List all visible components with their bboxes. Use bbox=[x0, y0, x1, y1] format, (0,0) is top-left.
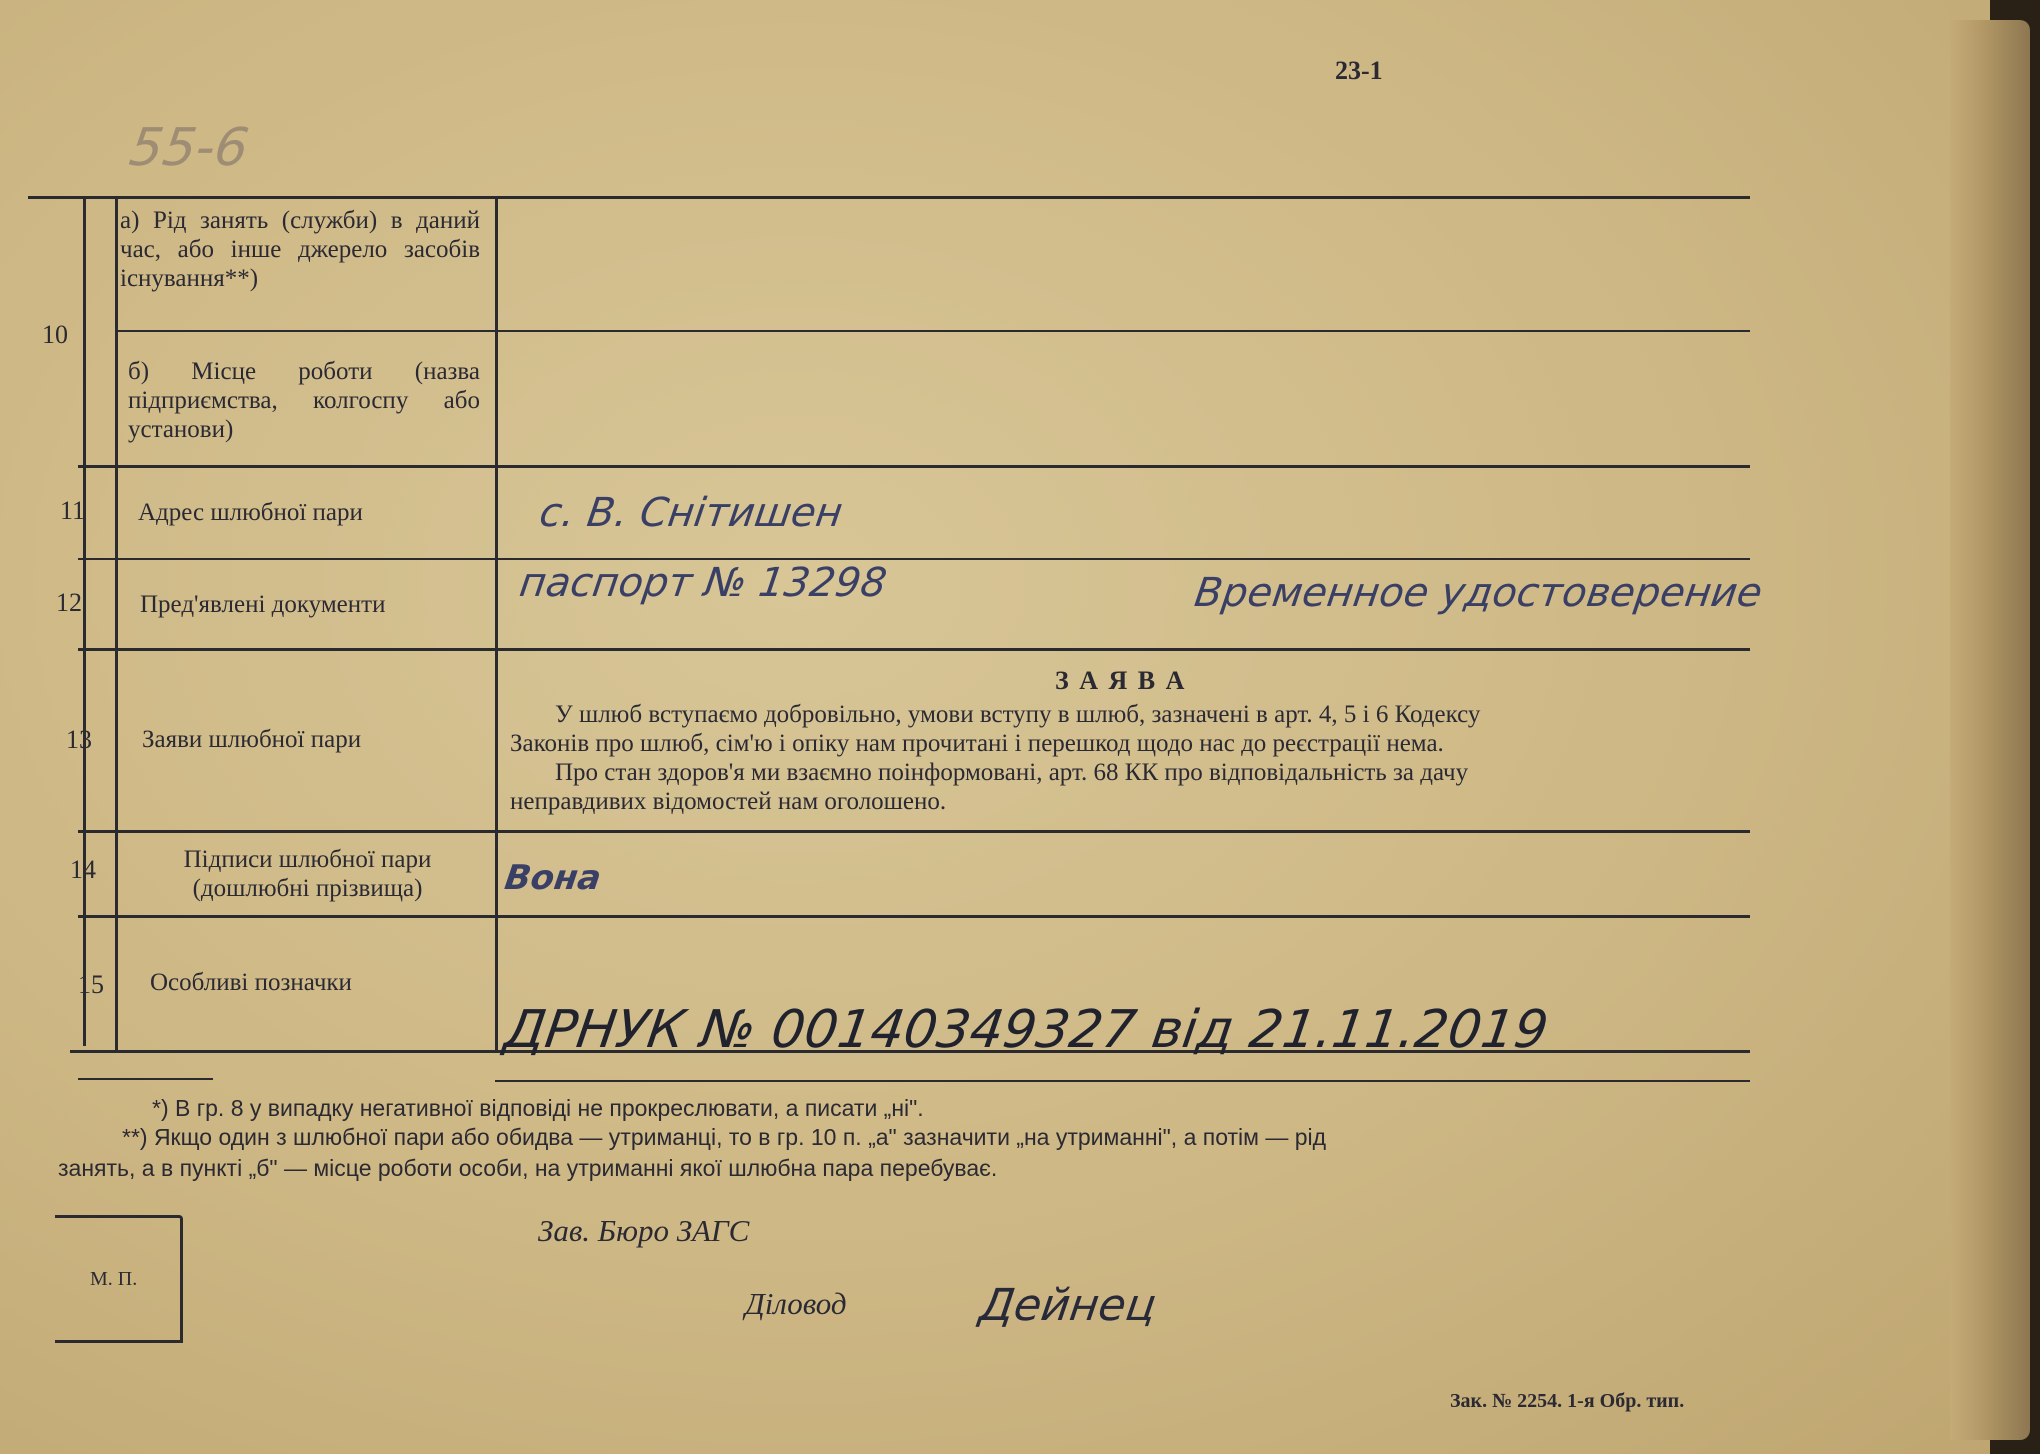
col-divider-2 bbox=[495, 196, 498, 1052]
print-info: Зак. № 2254. 1-я Обр. тип. bbox=[1450, 1390, 1685, 1412]
page-edge bbox=[1950, 20, 2030, 1440]
left-border bbox=[83, 196, 86, 1046]
row-number: 14 bbox=[70, 855, 96, 884]
document-value-2: Временное удостоверение bbox=[1191, 570, 1766, 616]
label-address: Адрес шлюбної пари bbox=[138, 499, 363, 526]
row-number: 13 bbox=[66, 725, 92, 754]
col-divider bbox=[115, 196, 118, 1052]
statement-line: неправдивих відомостей нам оголошено. bbox=[510, 788, 947, 815]
head-label: Зав. Бюро ЗАГС bbox=[538, 1213, 750, 1248]
row-line-10a bbox=[115, 330, 1750, 332]
label-documents: Пред'явлені документи bbox=[140, 591, 386, 618]
row-number: 12 bbox=[56, 588, 82, 617]
clerk-signature: Дейнец bbox=[976, 1280, 1160, 1331]
label-occupation: а) Рід занять (служби) в даний час, або інше джерело засобів існування**) bbox=[120, 207, 480, 292]
row-line-15-right bbox=[495, 1080, 1750, 1082]
footnote-rule bbox=[78, 1078, 213, 1080]
statement-title: З А Я В А bbox=[1055, 666, 1187, 695]
row-number: 10 bbox=[42, 320, 68, 349]
row-line-14 bbox=[78, 915, 1750, 918]
row-number: 11 bbox=[60, 496, 86, 525]
row-line-10b bbox=[78, 465, 1750, 468]
address-value: с. В. Снітишен bbox=[536, 490, 846, 536]
notes-value: ДРНУК № 00140349327 від 21.11.2019 bbox=[500, 1000, 1552, 1060]
label-statement: Заяви шлюбної пари bbox=[142, 726, 362, 753]
footnote: **) Якщо один з шлюбної пари або обидва — утриманці, то в гр. 10 п. „а" зазначити „на утриманні", а потім — рід bbox=[122, 1124, 1327, 1150]
row-line-13 bbox=[78, 830, 1750, 833]
signature-value: Вона bbox=[502, 858, 604, 898]
statement-line: У шлюб вступаємо добровільно, умови вступу в шлюб, зазначені в арт. 4, 5 і 6 Кодексу bbox=[555, 701, 1481, 728]
statement-line: Про стан здоров'я ми взаємно поінформовані, арт. 68 КК про відповідальність за дачу bbox=[555, 759, 1469, 786]
row-line-12 bbox=[78, 648, 1750, 651]
archive-mark: 55-6 bbox=[125, 118, 253, 178]
footnote: занять, а в пункті „б" — місце роботи особи, на утриманні якої шлюбна пара перебуває. bbox=[58, 1155, 998, 1181]
label-workplace: б) Місце роботи (назва підприємства, колгоспу або установи) bbox=[128, 358, 480, 443]
row-number: 15 bbox=[78, 970, 104, 999]
label-signatures: Підписи шлюбної пари (дошлюбні прізвища) bbox=[183, 846, 432, 902]
label-notes: Особливі позначки bbox=[150, 969, 352, 996]
footnote: *) В гр. 8 у випадку негативної відповіді не прокреслювати, а писати „ні". bbox=[152, 1095, 924, 1121]
document-value: паспорт № 13298 bbox=[516, 560, 890, 606]
stamp-label: М. П. bbox=[90, 1268, 138, 1290]
top-rule bbox=[28, 196, 1750, 199]
statement-line: Законів про шлюб, сім'ю і опіку нам прочитані і перешкод щодо нас до реєстрації нема. bbox=[510, 730, 1444, 757]
clerk-label: Діловод bbox=[745, 1286, 847, 1321]
page-number: 23-1 bbox=[1335, 56, 1383, 85]
row-line-11 bbox=[78, 558, 1750, 560]
